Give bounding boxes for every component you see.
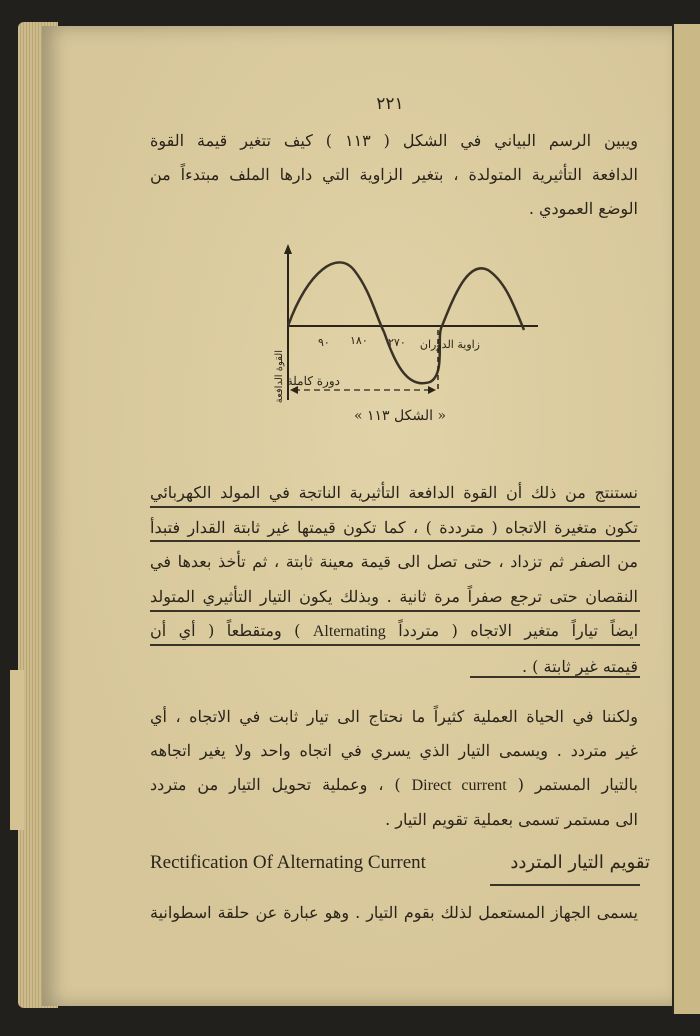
sine-wave-figure bbox=[270, 240, 550, 410]
text-segment: بالتيار المستمر ( bbox=[517, 775, 639, 794]
underline-rule bbox=[150, 644, 640, 646]
y-axis-label: القوة الدافعة bbox=[274, 350, 285, 404]
figure-caption: « الشكل ١١٣ » bbox=[353, 408, 447, 424]
section-heading-arabic: تقويم التيار المتردد bbox=[510, 852, 650, 873]
text-line: غير متردد . ويسمى التيار الذي يسري في اتجاه واحد ولا يغير اتجاهه bbox=[150, 741, 638, 760]
text-line: قيمته غير ثابتة ) . bbox=[521, 656, 638, 676]
text-line: الوضع العمودي . bbox=[528, 199, 638, 218]
text-segment: ) ، وعملية تحويل التيار من متردد bbox=[150, 775, 401, 794]
cycle-label: دورة كاملة bbox=[286, 374, 340, 388]
english-term: Alternating bbox=[312, 623, 386, 640]
text-segment: ايضاً تياراً متغير الاتجاه ( متردداً bbox=[398, 621, 639, 640]
text-line: ويبين الرسم البياني في الشكل ( ١١٣ ) كيف تتغير قيمة القوة bbox=[150, 131, 639, 150]
section-heading-english: Rectification Of Alternating Current bbox=[150, 852, 426, 873]
text-segment: ) ومتقطعاً ( أي أن bbox=[150, 621, 301, 640]
english-term: Direct current bbox=[411, 777, 507, 794]
page-stub bbox=[10, 670, 24, 830]
text-line: يسمى الجهاز المستعمل لذلك بقوم التيار . وهو عبارة عن حلقة اسطوانية bbox=[150, 903, 639, 922]
cycle-right-arrow bbox=[428, 386, 436, 394]
underline-rule bbox=[150, 610, 640, 612]
sine-curve bbox=[288, 262, 524, 383]
underline-rule bbox=[150, 540, 640, 542]
facing-page-edge bbox=[672, 24, 700, 1014]
direct-current-paragraph bbox=[150, 700, 638, 837]
tick-label-180: ١٨٠ bbox=[350, 334, 368, 347]
x-axis-label: زاوية الدوران bbox=[419, 338, 480, 351]
text-line: الدافعة التأثيرية المتولدة ، بتغير الزاوية التي دارها الملف مبتدءاً من bbox=[150, 165, 638, 184]
text-line: الى مستمر تسمى بعملية تقويم التيار . bbox=[385, 810, 638, 829]
tick-label-90: ٩٠ bbox=[318, 336, 330, 349]
tick-label-270: ٢٧٠ bbox=[388, 336, 406, 349]
text-line bbox=[150, 768, 638, 803]
underline-rule bbox=[470, 676, 640, 678]
section-heading bbox=[150, 852, 650, 874]
text-line: نستنتج من ذلك أن القوة الدافعة التأثيرية الناتجة في المولد الكهربائي bbox=[150, 483, 638, 502]
underline-rule bbox=[150, 506, 640, 508]
text-line: تكون متغيرة الاتجاه ( مترددة ) ، كما تكون قيمتها غير ثابتة القدار فتبدأ bbox=[150, 517, 638, 537]
y-axis-arrow bbox=[284, 244, 292, 254]
heading-underline bbox=[490, 884, 640, 886]
intro-paragraph bbox=[150, 124, 638, 226]
last-paragraph bbox=[150, 896, 638, 930]
text-line: ولكننا في الحياة العملية كثيراً ما نحتاج الى تيار ثابت في الاتجاه ، أي bbox=[150, 707, 639, 726]
text-line: من الصفر ثم تزداد ، حتى تصل الى قيمة معينة ثابتة ، ثم تأخذ بعدها في bbox=[150, 552, 638, 571]
text-line: النقصان حتى ترجع صفراً مرة ثانية . وبذلك يكون التيار التأثيري المتولد bbox=[150, 586, 638, 606]
page-number: ٢٢١ bbox=[376, 94, 404, 114]
